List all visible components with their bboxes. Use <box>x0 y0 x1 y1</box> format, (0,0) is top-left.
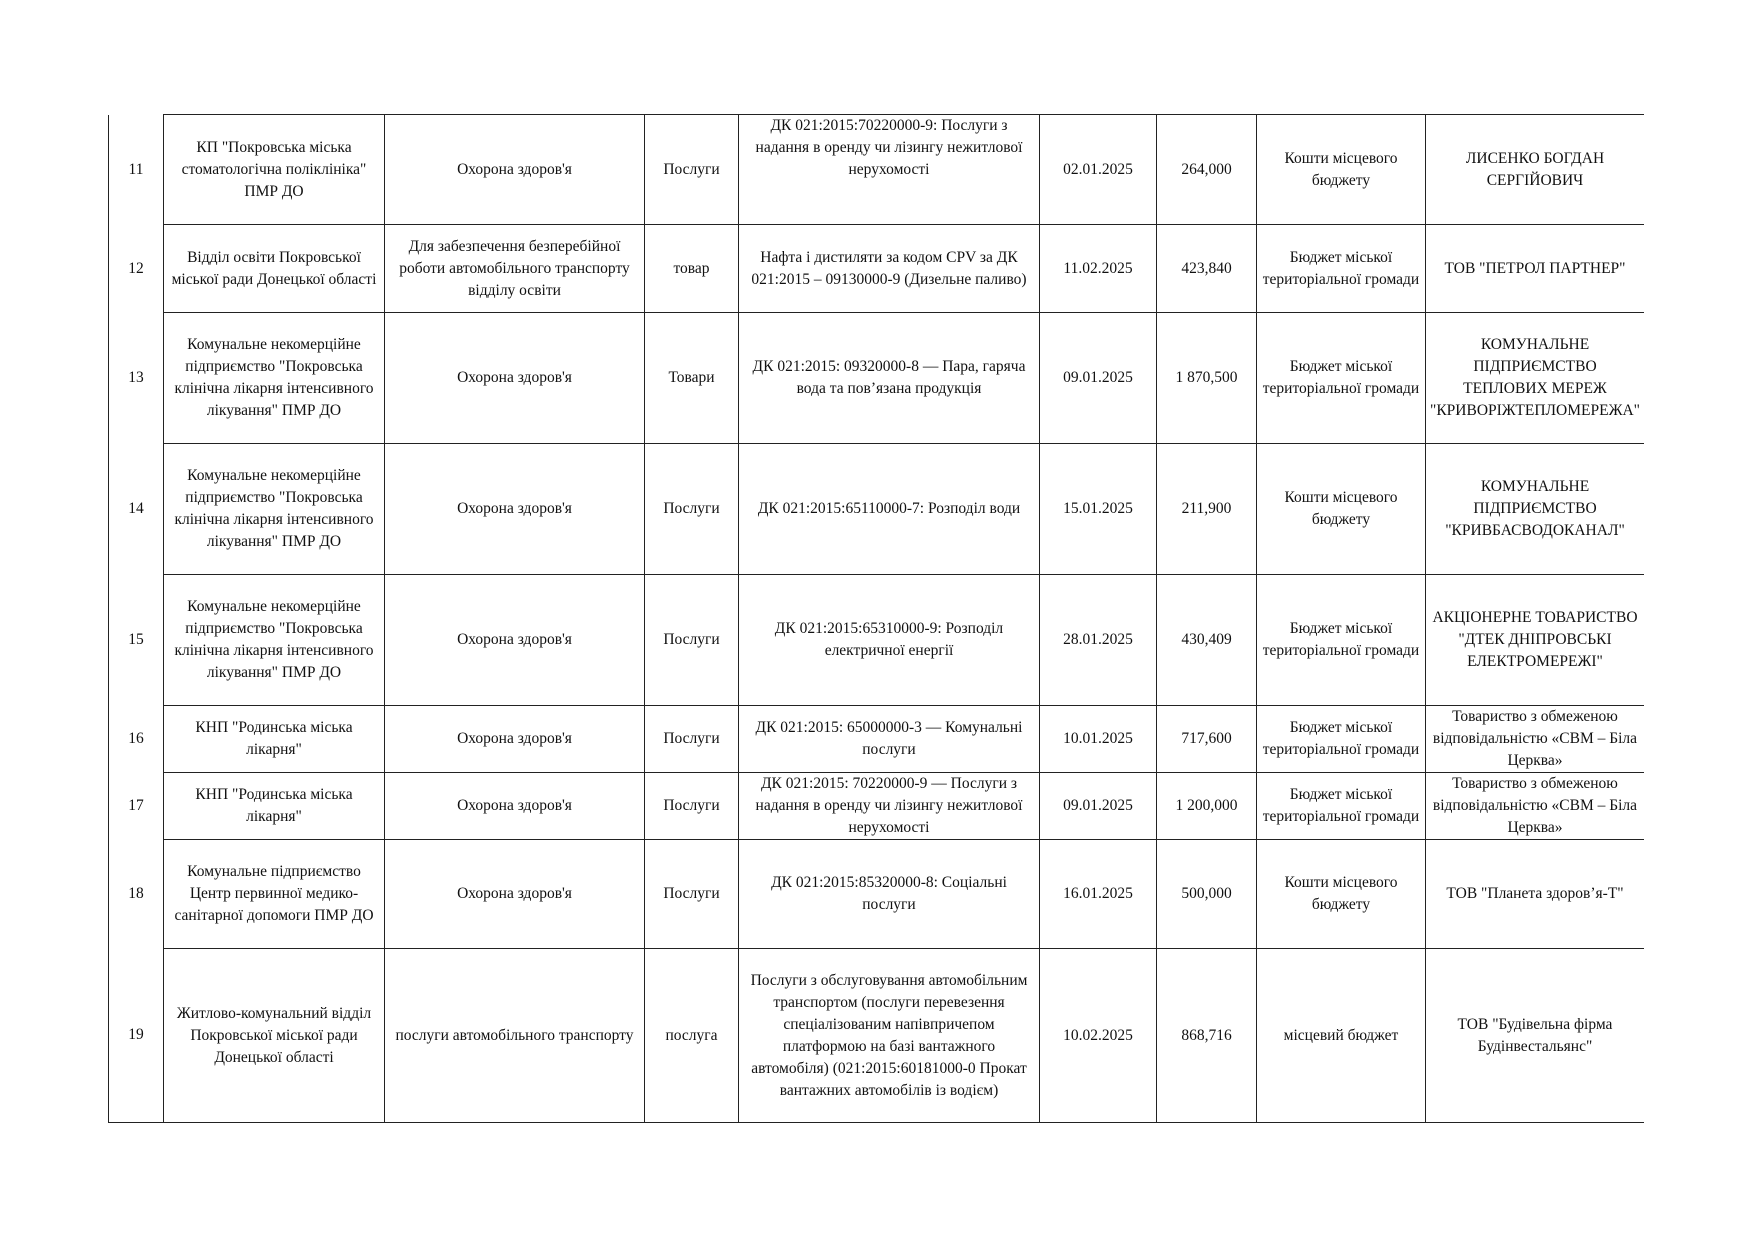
organization-cell: Відділ освіти Покровської міської ради Донецької області <box>164 225 385 313</box>
table-row <box>109 575 1645 706</box>
date-cell: 10.01.2025 <box>1040 706 1157 773</box>
budget-cell: місцевий бюджет <box>1257 949 1426 1123</box>
type-cell: Послуги <box>645 773 739 840</box>
organization-cell: Комунальне некомерційне підприємство "Покровська клінічна лікарня інтенсивного лікування" ПМР ДО <box>164 444 385 575</box>
row-number: 13 <box>109 313 164 444</box>
type-cell: Послуги <box>645 115 739 225</box>
organization-cell: КП "Покровська міська стоматологічна поліклініка" ПМР ДО <box>164 115 385 225</box>
table-row <box>109 840 1645 949</box>
amount-cell: 868,716 <box>1157 949 1257 1123</box>
row-number: 11 <box>109 115 164 225</box>
procurement-table <box>108 114 1644 1123</box>
budget-cell: Кошти місцевого бюджету <box>1257 444 1426 575</box>
sector-cell: Для забезпечення безперебійної роботи автомобільного транспорту відділу освіти <box>385 225 645 313</box>
table-row <box>109 444 1645 575</box>
date-cell: 16.01.2025 <box>1040 840 1157 949</box>
amount-cell: 717,600 <box>1157 706 1257 773</box>
supplier-cell: Товариство з обмеженою відповідальністю «СВМ – Біла Церква» <box>1426 773 1645 840</box>
supplier-cell: КОМУНАЛЬНЕ ПІДПРИЄМСТВО "КРИВБАСВОДОКАНАЛ" <box>1426 444 1645 575</box>
date-cell: 02.01.2025 <box>1040 115 1157 225</box>
organization-cell: КНП "Родинська міська лікарня" <box>164 706 385 773</box>
amount-cell: 1 870,500 <box>1157 313 1257 444</box>
row-number: 17 <box>109 773 164 840</box>
amount-cell: 211,900 <box>1157 444 1257 575</box>
table-row <box>109 773 1645 840</box>
type-cell: Послуги <box>645 444 739 575</box>
type-cell: Послуги <box>645 840 739 949</box>
cpv-cell: Нафта і дистиляти за кодом CPV за ДК 021:2015 – 09130000-9 (Дизельне паливо) <box>739 225 1040 313</box>
cpv-cell: Послуги з обслуговування автомобільним транспортом (послуги перевезення спеціалізованим напівпричепом платформою на базі вантажного автомобіля) (021:2015:60181000-0 Прокат вантажних автомобілів із водієм) <box>739 949 1040 1123</box>
supplier-cell: ЛИСЕНКО БОГДАН СЕРГІЙОВИЧ <box>1426 115 1645 225</box>
budget-cell: Бюджет міської територіальної громади <box>1257 313 1426 444</box>
table-row <box>109 115 1645 225</box>
amount-cell: 1 200,000 <box>1157 773 1257 840</box>
type-cell: Товари <box>645 313 739 444</box>
supplier-cell: ТОВ "Планета здоров’я-Т" <box>1426 840 1645 949</box>
sector-cell: Охорона здоров'я <box>385 773 645 840</box>
row-number: 15 <box>109 575 164 706</box>
supplier-cell: АКЦІОНЕРНЕ ТОВАРИСТВО "ДТЕК ДНІПРОВСЬКІ ЕЛЕКТРОМЕРЕЖІ" <box>1426 575 1645 706</box>
row-number: 18 <box>109 840 164 949</box>
budget-cell: Бюджет міської територіальної громади <box>1257 225 1426 313</box>
supplier-cell: Товариство з обмеженою відповідальністю «СВМ – Біла Церква» <box>1426 706 1645 773</box>
budget-cell: Бюджет міської територіальної громади <box>1257 575 1426 706</box>
date-cell: 15.01.2025 <box>1040 444 1157 575</box>
cpv-cell: ДК 021:2015:70220000-9: Послуги з надання в оренду чи лізингу нежитлової нерухомості <box>739 115 1040 225</box>
sector-cell: послуги автомобільного транспорту <box>385 949 645 1123</box>
cpv-cell: ДК 021:2015: 09320000-8 — Пара, гаряча вода та пов’язана продукція <box>739 313 1040 444</box>
table-row <box>109 225 1645 313</box>
date-cell: 09.01.2025 <box>1040 313 1157 444</box>
budget-cell: Кошти місцевого бюджету <box>1257 115 1426 225</box>
cpv-cell: ДК 021:2015:85320000-8: Соціальні послуги <box>739 840 1040 949</box>
type-cell: товар <box>645 225 739 313</box>
organization-cell: Житлово-комунальний відділ Покровської міської ради Донецької області <box>164 949 385 1123</box>
supplier-cell: ТОВ "Будівельна фірма Будінвестальянс" <box>1426 949 1645 1123</box>
date-cell: 09.01.2025 <box>1040 773 1157 840</box>
amount-cell: 430,409 <box>1157 575 1257 706</box>
organization-cell: Комунальне некомерційне підприємство "Покровська клінічна лікарня інтенсивного лікування" ПМР ДО <box>164 575 385 706</box>
cpv-cell: ДК 021:2015:65110000-7: Розподіл води <box>739 444 1040 575</box>
table-row <box>109 313 1645 444</box>
budget-cell: Бюджет міської територіальної громади <box>1257 706 1426 773</box>
table-row <box>109 949 1645 1123</box>
supplier-cell: ТОВ "ПЕТРОЛ ПАРТНЕР" <box>1426 225 1645 313</box>
organization-cell: КНП "Родинська міська лікарня" <box>164 773 385 840</box>
supplier-cell: КОМУНАЛЬНЕ ПІДПРИЄМСТВО ТЕПЛОВИХ МЕРЕЖ "КРИВОРІЖТЕПЛОМЕРЕЖА" <box>1426 313 1645 444</box>
amount-cell: 423,840 <box>1157 225 1257 313</box>
row-number: 12 <box>109 225 164 313</box>
date-cell: 10.02.2025 <box>1040 949 1157 1123</box>
organization-cell: Комунальне некомерційне підприємство "Покровська клінічна лікарня інтенсивного лікування" ПМР ДО <box>164 313 385 444</box>
amount-cell: 500,000 <box>1157 840 1257 949</box>
table-row <box>109 706 1645 773</box>
cpv-cell: ДК 021:2015: 70220000-9 — Послуги з надання в оренду чи лізингу нежитлової нерухомості <box>739 773 1040 840</box>
row-number: 16 <box>109 706 164 773</box>
budget-cell: Бюджет міської територіальної громади <box>1257 773 1426 840</box>
sector-cell: Охорона здоров'я <box>385 840 645 949</box>
sector-cell: Охорона здоров'я <box>385 444 645 575</box>
cpv-cell: ДК 021:2015:65310000-9: Розподіл електричної енергії <box>739 575 1040 706</box>
date-cell: 11.02.2025 <box>1040 225 1157 313</box>
date-cell: 28.01.2025 <box>1040 575 1157 706</box>
row-number: 19 <box>109 949 164 1123</box>
sector-cell: Охорона здоров'я <box>385 313 645 444</box>
sector-cell: Охорона здоров'я <box>385 115 645 225</box>
organization-cell: Комунальне підприємство Центр первинної медико-санітарної допомоги ПМР ДО <box>164 840 385 949</box>
amount-cell: 264,000 <box>1157 115 1257 225</box>
sector-cell: Охорона здоров'я <box>385 575 645 706</box>
type-cell: Послуги <box>645 575 739 706</box>
type-cell: Послуги <box>645 706 739 773</box>
sector-cell: Охорона здоров'я <box>385 706 645 773</box>
row-number: 14 <box>109 444 164 575</box>
budget-cell: Кошти місцевого бюджету <box>1257 840 1426 949</box>
type-cell: послуга <box>645 949 739 1123</box>
cpv-cell: ДК 021:2015: 65000000-3 — Комунальні послуги <box>739 706 1040 773</box>
